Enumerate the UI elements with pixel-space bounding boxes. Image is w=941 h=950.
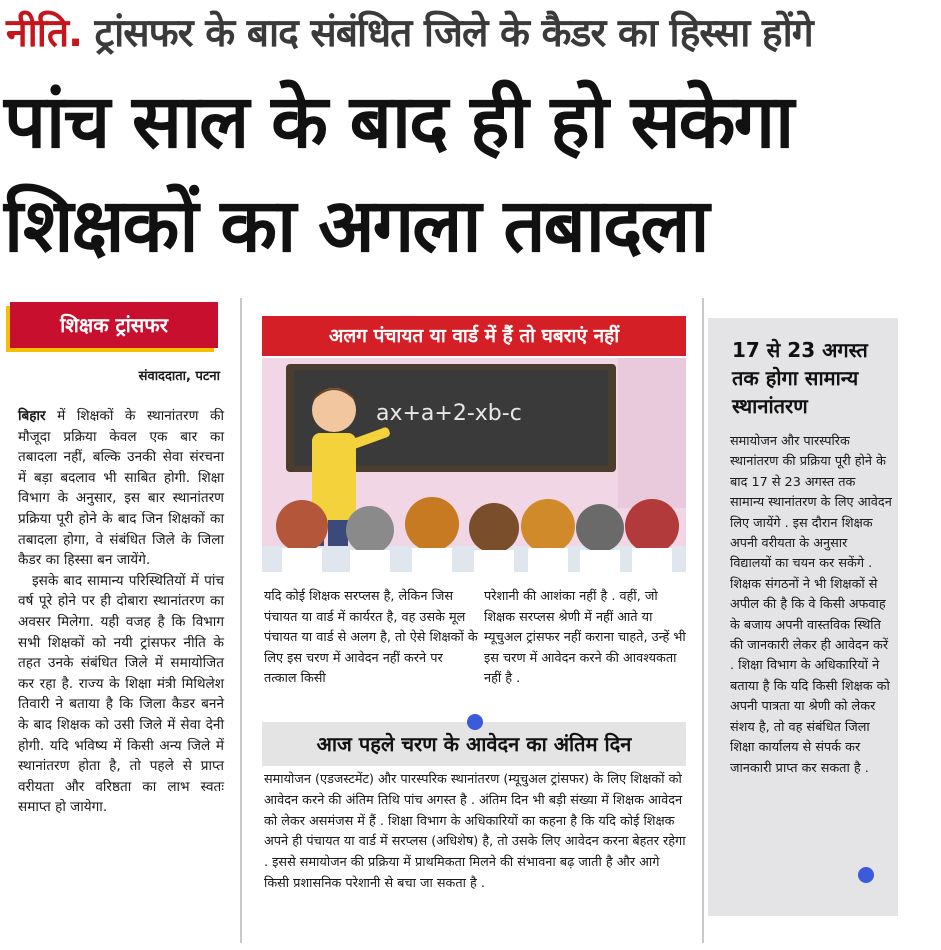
paragraph-1	[18, 406, 224, 571]
main-article-text	[18, 406, 224, 818]
section-tag: शिक्षक ट्रांसफर	[10, 302, 218, 348]
lead-word: बिहार	[18, 408, 46, 424]
sidebar-text: समायोजन और पारस्परिक स्थानांतरण की प्रक्रिया पूरी होने के बाद 17 से 23 अगस्त तक सामान्य स्थानांतरण के लिए आवेदन लिए जायेंगे . इस दौरान शिक्षक अपनी वरीयता के अनुसार विद्यालयों का चयन कर सकेंगे . शिक्षक संगठनों ने भी शिक्षकों से अपील की है कि वे किसी अफवाह के बजाय अपनी वास्तविक स्थिति की जानकारी लेकर ही आवेदन करें . शिक्षा विभाग के अधिकारियों ने बताया है कि यदि किसी शिक्षक को अपनी पात्रता या श्रेणी को लेकर संशय है, तो वह संबंधित जिला शिक्षा कार्यालय से संपर्क कर जानकारी प्राप्त कर सकता है .	[730, 434, 892, 776]
marker-dot-icon	[858, 867, 874, 883]
paragraph-2: इसके बाद सामान्य परिस्थितियों में पांच वर्ष पूरे होने पर ही दोबारा स्थानांतरण का अवसर मिलेगा. यही वजह है कि विभाग सभी शिक्षकों को नयी ट्रांसफर नीति के तहत उनके संबंधित जिले में समायोजित कर रहा है. राज्य के शिक्षा मंत्री मिथिलेश तिवारी ने बताया है कि जिला कैडर बनने के बाद शिक्षक को उसी जिले में सेवा देनी होगी. यदि भविष्य में किसी अन्य जिले में स्थानांतरण होता है, तो पहले से प्राप्त वरीयता और वरिष्ठता का लाभ स्वतः समाप्त हो जायेगा.	[18, 572, 224, 816]
column-divider	[240, 298, 242, 943]
kicker-line	[6, 4, 936, 64]
kicker-text: ट्रांसफर के बाद संबंधित जिले के कैडर का हिस्सा होंगे	[94, 11, 813, 56]
subsection-text: समायोजन (एडजस्टमेंट) और पारस्परिक स्थानांतरण (म्यूचुअल ट्रांसफर) के लिए शिक्षकों को आवेदन करने की अंतिम तिथि पांच अगस्त है . अंतिम दिन भी बड़ी संख्या में शिक्षक आवेदन को लेकर असमंजस में हैं . शिक्षा विभाग के अधिकारियों का कहना है कि यदि कोई शिक्षक अपने ही पंचायत या वार्ड में सरप्लस (अधिशेष) है, तो उसके लिए आवेदन करना बेहतर रहेगा . इससे समायोजन की प्रक्रिया में प्राथमिकता मिलने की संभावना बढ़ जाती है और आगे किसी प्रशासनिक परेशानी से बचा जा सकता है .	[264, 772, 686, 891]
kicker-label: नीति.	[6, 11, 82, 56]
section-banner: अलग पंचायत या वार्ड में हैं तो घबराएं नहीं	[262, 316, 686, 356]
headline-line-1: पांच साल के बाद ही हो सकेगा	[4, 79, 793, 165]
subheading: आज पहले चरण के आवेदन का अंतिम दिन	[262, 722, 686, 766]
sidebar-heading: 17 से 23 अगस्त तक होगा सामान्य स्थानांतरण	[732, 338, 868, 418]
classroom-illustration	[262, 358, 686, 572]
marker-dot-icon	[467, 714, 483, 730]
byline: संवाददाता, पटना	[138, 369, 220, 384]
center-column-a: यदि कोई शिक्षक सरप्लस है, लेकिन जिस पंचायत या वार्ड में कार्यरत है, वह उसके मूल पंचायत या वार्ड से अलग है, तो ऐसे शिक्षकों के लिए इस चरण में आवेदन नहीं करने पर तत्काल किसी	[264, 589, 478, 687]
column-divider	[702, 298, 704, 943]
board-text: ax+a+2-xb-c	[376, 401, 522, 426]
paragraph-1-text: में शिक्षकों के स्थानांतरण की मौजूदा प्रक्रिया केवल एक बार का तबादला नहीं, बल्कि उनकी सेवा संरचना में बड़ा बदलाव भी साबित होगी. शिक्षा विभाग के अनुसार, इस बार स्थानांतरण प्रक्रिया पूरी होने के बाद जिन शिक्षकों का तबादला होगा, वे संबंधित जिले के जिला कैडर का हिस्सा बन जायेंगे.	[18, 408, 224, 569]
classroom-illustration-graphic	[262, 358, 686, 572]
center-column-b: परेशानी की आशंका नहीं है . वहीं, जो शिक्षक सरप्लस श्रेणी में नहीं आते या म्यूचुअल ट्रांसफर नहीं कराना चाहते, उन्हें भी इस चरण में आवेदन करने की आवश्यकता नहीं है .	[484, 589, 686, 687]
headline-line-2: शिक्षकों का अगला तबादला	[4, 183, 708, 269]
